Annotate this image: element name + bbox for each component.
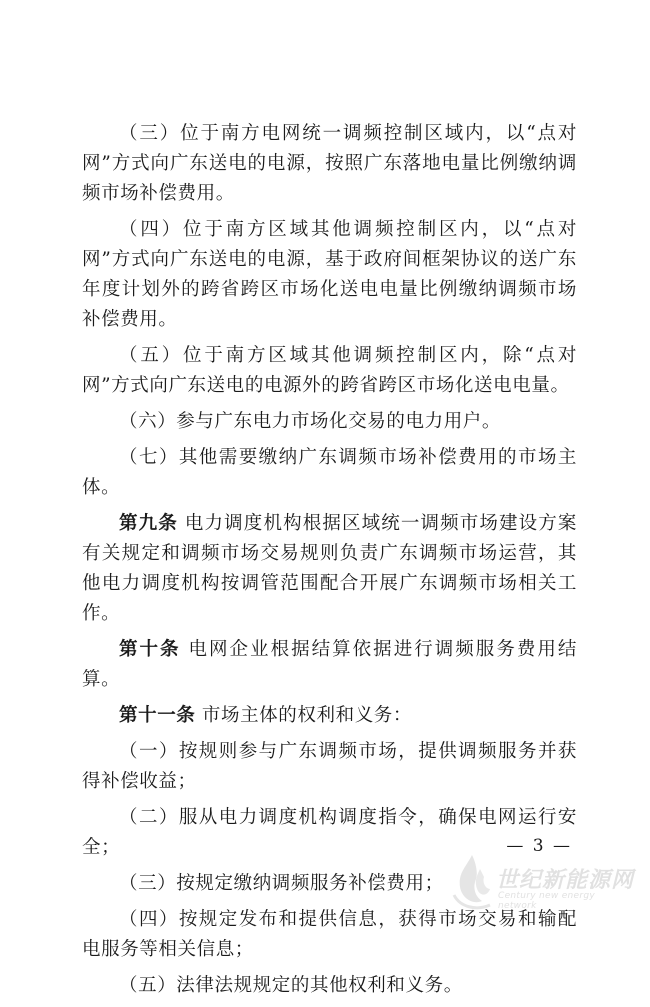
watermark-title: 世纪新能源网 — [496, 868, 635, 893]
paragraph-text: 电网企业根据结算依据进行调频服务费用结算。 — [82, 639, 577, 690]
article-9 — [82, 509, 577, 629]
item-4 — [82, 905, 577, 965]
paragraph-text: （一）按规则参与广东调频市场，提供调频服务并获得补偿收益； — [82, 741, 577, 792]
paragraph-text: （四）位于南方区域其他调频控制区内，以“点对网”方式向广东送电的电源，基于政府间框架协议的送广东年度计划外的跨省跨区市场化送电电量比例缴纳调频市场补偿费用。 — [82, 219, 577, 330]
paragraph-text: 电力调度机构根据区域统一调频市场建设方案有关规定和调频市场交易规则负责广东调频市场运营，其他电力调度机构按调管范围配合开展广东调频市场相关工作。 — [82, 513, 577, 624]
article-heading: 第十一条 — [119, 705, 196, 726]
article-heading: 第九条 — [119, 513, 178, 534]
item-1 — [82, 737, 577, 797]
article-11 — [82, 701, 577, 731]
watermark — [446, 851, 636, 913]
paragraph-4 — [82, 215, 577, 335]
article-10 — [82, 635, 577, 695]
paragraph-text: （五）法律法规规定的其他权利和义务。 — [119, 975, 463, 996]
paragraph-3 — [82, 119, 577, 209]
page-number: — 3 — — [506, 836, 572, 856]
flame-logo-icon — [446, 851, 496, 913]
paragraph-text: （五）位于南方区域其他调频控制区内，除“点对网”方式向广东送电的电源外的跨省跨区市场化送电电量。 — [82, 345, 577, 396]
paragraph-text: 市场主体的权利和义务： — [195, 705, 412, 726]
watermark-subtitle: Century new energy network — [498, 891, 596, 911]
article-heading: 第十条 — [119, 639, 181, 660]
paragraph-text: （七）其他需要缴纳广东调频市场补偿费用的市场主体。 — [82, 447, 577, 498]
paragraph-text: （三）位于南方电网统一调频控制区域内，以“点对网”方式向广东送电的电源，按照广东落地电量比例缴纳调频市场补偿费用。 — [82, 123, 577, 204]
item-5 — [82, 971, 577, 1001]
paragraph-7 — [82, 443, 577, 503]
paragraph-text: （六）参与广东电力市场化交易的电力用户。 — [119, 411, 502, 432]
paragraph-6 — [82, 407, 577, 437]
paragraph-5 — [82, 341, 577, 401]
paragraph-text: （二）服从电力调度机构调度指令，确保电网运行安全； — [82, 807, 577, 858]
paragraph-text: （四）按规定发布和提供信息，获得市场交易和输配电服务等相关信息； — [82, 909, 577, 960]
paragraph-text: （三）按规定缴纳调频服务补偿费用； — [119, 873, 444, 894]
